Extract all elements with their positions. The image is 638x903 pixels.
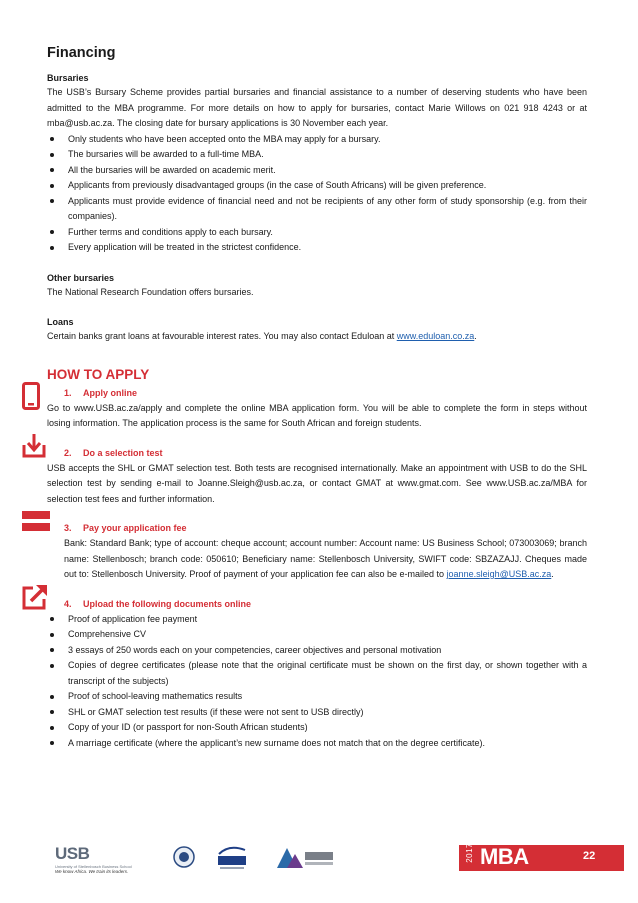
program-label: MBA xyxy=(480,844,529,869)
list-item: Applicants from previously disadvantaged groups (in the case of South Africans) will be given preference. xyxy=(47,178,587,194)
step-number: 4. xyxy=(64,598,72,609)
step-number: 1. xyxy=(64,387,72,398)
usb-logo-text: USB xyxy=(55,844,90,863)
list-item: Applicants must provide evidence of financial need and not be recipients of any other form of study sponsorship (e.g. from their companies). xyxy=(47,194,587,225)
spacer xyxy=(47,300,587,316)
step-selection-test xyxy=(47,446,587,508)
bursaries-list xyxy=(47,132,587,256)
step-heading xyxy=(47,386,587,401)
usb-logo xyxy=(55,844,132,874)
loans-text-before: Certain banks grant loans at favourable interest rates. You may also contact Eduloan at xyxy=(47,331,397,341)
usb-logo-subtitle: University of Stellenbosch Business School xyxy=(55,864,132,869)
spacer xyxy=(47,256,587,272)
content-area xyxy=(47,45,587,765)
step-heading xyxy=(47,597,587,612)
step-pay-fee xyxy=(47,521,587,583)
step-title: Upload the following documents online xyxy=(83,598,251,609)
eduloan-link[interactable]: www.eduloan.co.za xyxy=(396,331,475,341)
equis-logo-icon xyxy=(215,844,249,872)
step-text-before: Bank: Standard Bank; type of account: cheque account; account number: Account name: US Business School; 073003069; branch name: Stellenbosch; branch code: 050610; Beneficiary name: Stellenbosch University, SWIFT code: SBZAZAJJ. Cheques made out to: Stellenbosch University. Proof of payment of your application fee can also be e-mailed to xyxy=(64,538,587,579)
list-item: SHL or GMAT selection test results (if these were not sent to USB directly) xyxy=(47,705,587,721)
list-item: A marriage certificate (where the applicant’s new surname does not match that on the degree certificate). xyxy=(47,736,587,752)
step-heading xyxy=(47,446,587,461)
amba-logo-icon xyxy=(275,846,335,870)
page-number: 22 xyxy=(583,850,596,862)
upload-icon xyxy=(22,584,48,610)
year-label: 2017 xyxy=(465,843,474,863)
step-number: 2. xyxy=(64,447,72,458)
bursaries-heading: Bursaries xyxy=(47,73,89,83)
list-item: Proof of school-leaving mathematics results xyxy=(47,689,587,705)
list-item: Further terms and conditions apply to each bursary. xyxy=(47,225,587,241)
list-item: All the bursaries will be awarded on academic merit. xyxy=(47,163,587,179)
step-title: Do a selection test xyxy=(83,447,163,458)
step-title: Apply online xyxy=(83,387,137,398)
how-to-apply-title: HOW TO APPLY xyxy=(47,366,150,382)
other-bursaries-text: The National Research Foundation offers bursaries. xyxy=(47,286,254,297)
loans-text xyxy=(47,329,587,345)
card-icon xyxy=(22,511,50,533)
bursaries-text: The USB’s Bursary Scheme provides partial bursaries and financial assistance to a number of deserving students who have been admitted to the MBA programme. For more details on how to apply for bursaries, contact Marie Willows on 021 918 4243 or at mba@usb.ac.za. The closing date for bursary applications is 30 November each year. xyxy=(47,87,587,128)
step-upload-documents xyxy=(47,597,587,752)
download-icon xyxy=(22,433,46,459)
usb-tagline: We know Africa. We train its leaders. xyxy=(55,869,129,874)
loans-heading: Loans xyxy=(47,317,74,327)
step-text xyxy=(47,536,587,583)
other-bursaries-heading: Other bursaries xyxy=(47,272,115,283)
list-item: The bursaries will be awarded to a full-time MBA. xyxy=(47,147,587,163)
list-item: Comprehensive CV xyxy=(47,627,587,643)
documents-list xyxy=(47,612,587,752)
step-text-after: . xyxy=(551,569,554,579)
step-heading xyxy=(47,521,587,536)
aacsb-seal-icon xyxy=(173,846,195,868)
list-item: Proof of application fee payment xyxy=(47,612,587,628)
tablet-icon xyxy=(22,382,40,410)
step-apply-online xyxy=(47,386,587,432)
step-title: Pay your application fee xyxy=(83,523,187,533)
list-item: Only students who have been accepted onto the MBA may apply for a bursary. xyxy=(47,132,587,148)
loans-text-after: . xyxy=(474,331,477,341)
step-text: Go to www.USB.ac.za/apply and complete the online MBA application form. You will be able to complete the form in steps without losing information. The application process is the same for South African and foreign students. xyxy=(47,402,587,428)
page-footer xyxy=(55,840,595,880)
step-text: USB accepts the SHL or GMAT selection test. Both tests are recognised internationally. Make an appointment with USB to do the SHL selection test by sending e-mail to Joanne.Sleigh@usb.ac.za, or contact GMAT at www.gmat.com. See www.USB.ac.za/MBA for selection test fees and further information. xyxy=(47,462,587,504)
list-item: Copy of your ID (or passport for non-South African students) xyxy=(47,720,587,736)
list-item: Copies of degree certificates (please note that the original certificate must be shown on the first day, or shown together with a transcript of the subjects) xyxy=(47,658,587,689)
list-item: 3 essays of 250 words each on your competencies, career objectives and personal motivation xyxy=(47,643,587,659)
step-number: 3. xyxy=(64,523,72,533)
list-item: Every application will be treated in the strictest confidence. xyxy=(47,240,587,256)
financing-title: Financing xyxy=(47,45,116,61)
email-link[interactable]: joanne.sleigh@USB.ac.za xyxy=(446,569,552,579)
